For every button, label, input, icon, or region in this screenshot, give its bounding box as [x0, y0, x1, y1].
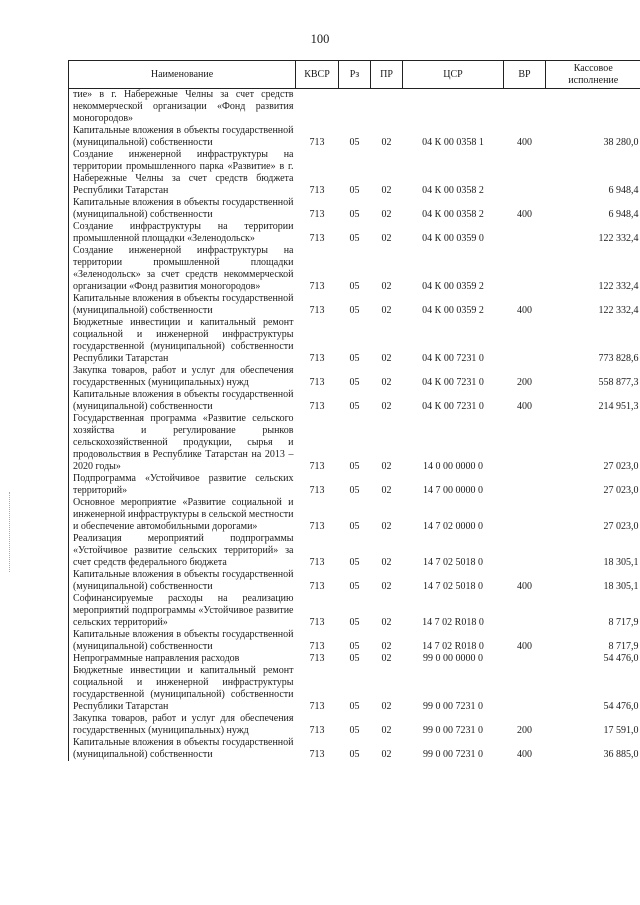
- cell-vr: [504, 317, 546, 365]
- cell-vr: [504, 473, 546, 497]
- cell-csr: 14 7 02 5018 0: [423, 581, 483, 592]
- cell-kvsr: 713: [309, 701, 325, 712]
- cell-pr: 02: [381, 653, 392, 664]
- cell-rz: 05: [349, 521, 360, 532]
- cell-vr: 400: [517, 641, 532, 652]
- cell-name: Капитальные вложения в объекты государственной (муниципальной) собственности: [69, 125, 296, 149]
- cell-kvsr: 713: [309, 557, 325, 568]
- cell-sum: 36 885,0: [603, 749, 639, 760]
- cell-name: Государственная программа «Развитие сельского хозяйства и регулирование рынков сельскохозяйственной продукции, сырья и продовольствия в Республике Татарстан на 2013 – 2020 годы»: [69, 413, 296, 473]
- cell-pr: 02: [381, 461, 392, 472]
- cell-pr: 02: [381, 137, 392, 148]
- table-row: [69, 665, 640, 713]
- cell-sum: 18 305,1: [603, 581, 639, 592]
- cell-name: Капитальные вложения в объекты государственной (муниципальной) собственности: [69, 569, 296, 593]
- cell-pr: 02: [381, 581, 392, 592]
- cell-sum: 558 877,3: [598, 377, 639, 388]
- cell-rz: 05: [349, 281, 360, 292]
- cell-vr: [504, 497, 546, 533]
- cell-kvsr: 713: [309, 353, 325, 364]
- cell-vr: 200: [517, 725, 532, 736]
- cell-name: Капитальные вложения в объекты государственной (муниципальной) собственности: [69, 197, 296, 221]
- cell-name: Капитальные вложения в объекты государственной (муниципальной) собственности: [69, 389, 296, 413]
- cell-name: Создание инженерной инфраструктуры на территории промышленной площадки «Зеленодольск» за счет средств некоммерческой организации «Фонд развития моногородов»: [69, 245, 296, 293]
- cell-name: Основное мероприятие «Развитие социальной и инженерной инфраструктуры в сельской местности и обеспечение автомобильными дорогами»: [69, 497, 296, 533]
- header-vr: ВР: [504, 61, 546, 89]
- cell-sum: 8 717,9: [608, 641, 639, 652]
- cell-vr: [504, 413, 546, 473]
- cell-csr: 04 К 00 0358 2: [422, 209, 484, 220]
- cell-pr: 02: [381, 209, 392, 220]
- cell-kvsr: 713: [309, 617, 325, 628]
- cell-rz: 05: [349, 557, 360, 568]
- cell-pr: 02: [381, 725, 392, 736]
- cell-kvsr: 713: [309, 137, 325, 148]
- table-row: [69, 245, 640, 293]
- table-row: [69, 593, 640, 629]
- cell-name: Реализация мероприятий подпрограммы «Устойчивое развитие сельских территорий» за счет средств федерального бюджета: [69, 533, 296, 569]
- cell-pr: 02: [381, 185, 392, 196]
- page-number: 100: [310, 32, 330, 46]
- cell-vr: 200: [517, 377, 532, 388]
- table-row: [69, 737, 640, 761]
- cell-vr: [504, 533, 546, 569]
- cell-pr: 02: [381, 617, 392, 628]
- cell-pr: 02: [381, 749, 392, 760]
- cell-rz: 05: [349, 209, 360, 220]
- cell-kvsr: 713: [309, 401, 325, 412]
- cell-csr: 99 0 00 7231 0: [423, 701, 483, 712]
- cell-name: Подпрограмма «Устойчивое развитие сельских территорий»: [69, 473, 296, 497]
- cell-name: Софинансируемые расходы на реализацию мероприятий подпрограммы «Устойчивое развитие сельских территорий»: [69, 593, 296, 629]
- cell-kvsr: 713: [309, 185, 325, 196]
- table-row: [69, 149, 640, 197]
- cell-rz: 05: [349, 617, 360, 628]
- cell-vr: [504, 89, 546, 126]
- cell-vr: 400: [517, 749, 532, 760]
- cell-rz: 05: [349, 749, 360, 760]
- cell-csr: 04 К 00 0358 2: [422, 185, 484, 196]
- cell-rz: 05: [349, 137, 360, 148]
- cell-kvsr: 713: [309, 749, 325, 760]
- cell-sum: 54 476,0: [603, 653, 639, 664]
- cell-vr: [504, 593, 546, 629]
- cell-name: Бюджетные инвестиции и капитальный ремонт социальной и инженерной инфраструктуры государственной (муниципальной) собственности Республики Татарстан: [69, 665, 296, 713]
- cell-name: Создание инженерной инфраструктуры на территории промышленного парка «Развитие» в г. Набережные Челны за счет средств бюджета Республики Татарстан: [69, 149, 296, 197]
- table-row: [69, 473, 640, 497]
- cell-sum: 27 023,0: [603, 485, 639, 496]
- cell-vr: 400: [517, 581, 532, 592]
- cell-name: тие» в г. Набережные Челны за счет средств некоммерческой организации «Фонд развития моногородов»: [69, 89, 296, 126]
- table-row: [69, 317, 640, 365]
- cell-csr: 04 К 00 0358 1: [422, 137, 484, 148]
- cell-pr: 02: [381, 377, 392, 388]
- table-row: [69, 413, 640, 473]
- cell-csr: 14 7 02 R018 0: [422, 617, 484, 628]
- cell-csr: 99 0 00 7231 0: [423, 725, 483, 736]
- cell-pr: 02: [381, 641, 392, 652]
- cell-kvsr: 713: [309, 233, 325, 244]
- cell-kvsr: 713: [309, 209, 325, 220]
- cell-rz: 05: [349, 233, 360, 244]
- cell-vr: [504, 665, 546, 713]
- table-row: [69, 569, 640, 593]
- cell-pr: 02: [381, 701, 392, 712]
- cell-sum: [546, 89, 640, 126]
- cell-sum: 214 951,3: [598, 401, 639, 412]
- cell-vr: [504, 221, 546, 245]
- cell-pr: 02: [381, 557, 392, 568]
- table-row: [69, 89, 640, 126]
- header-pr: ПР: [371, 61, 403, 89]
- cell-csr: 14 7 02 5018 0: [423, 557, 483, 568]
- cell-vr: 400: [517, 209, 532, 220]
- cell-csr: [403, 89, 504, 126]
- cell-csr: 04 К 00 7231 0: [422, 353, 484, 364]
- cell-sum: 27 023,0: [603, 521, 639, 532]
- cell-sum: 6 948,4: [608, 185, 639, 196]
- cell-rz: 05: [349, 185, 360, 196]
- cell-kvsr: 713: [309, 305, 325, 316]
- cell-rz: 05: [349, 701, 360, 712]
- cell-pr: 02: [381, 485, 392, 496]
- table-header: [69, 61, 640, 89]
- cell-pr: 02: [381, 281, 392, 292]
- cell-rz: 05: [349, 725, 360, 736]
- cell-csr: 04 К 00 0359 2: [422, 281, 484, 292]
- cell-rz: 05: [349, 641, 360, 652]
- cell-pr: 02: [381, 401, 392, 412]
- cell-name: Создание инфраструктуры на территории промышленной площадки «Зеленодольск»: [69, 221, 296, 245]
- cell-rz: 05: [349, 485, 360, 496]
- table-row: [69, 125, 640, 149]
- cell-kvsr: 713: [309, 725, 325, 736]
- cell-rz: 05: [349, 305, 360, 316]
- cell-csr: 99 0 00 0000 0: [423, 653, 483, 664]
- scan-margin-mark: [9, 492, 11, 572]
- cell-pr: 02: [381, 233, 392, 244]
- cell-name: Непрограммные направления расходов: [69, 653, 296, 665]
- cell-kvsr: 713: [309, 377, 325, 388]
- header-rz: Рз: [339, 61, 371, 89]
- cell-rz: 05: [349, 653, 360, 664]
- table-row: [69, 197, 640, 221]
- cell-kvsr: 713: [309, 461, 325, 472]
- cell-sum: 6 948,4: [608, 209, 639, 220]
- table-row: [69, 389, 640, 413]
- cell-name: Капитальные вложения в объекты государственной (муниципальной) собственности: [69, 737, 296, 761]
- cell-vr: [504, 653, 546, 665]
- table-row: [69, 365, 640, 389]
- cell-pr: 02: [381, 521, 392, 532]
- cell-csr: 04 К 00 7231 0: [422, 401, 484, 412]
- cell-kvsr: [296, 89, 339, 126]
- cell-kvsr: 713: [309, 521, 325, 532]
- cell-rz: 05: [349, 353, 360, 364]
- cell-name: Капитальные вложения в объекты государственной (муниципальной) собственности: [69, 293, 296, 317]
- cell-pr: 02: [381, 353, 392, 364]
- cell-kvsr: 713: [309, 281, 325, 292]
- cell-vr: 400: [517, 137, 532, 148]
- table-row: [69, 221, 640, 245]
- cell-sum: 122 332,4: [598, 305, 639, 316]
- cell-sum: 8 717,9: [608, 617, 639, 628]
- cell-pr: [371, 89, 403, 126]
- table-body: [69, 89, 640, 762]
- header-name: Наименование: [69, 61, 296, 89]
- table-row: [69, 713, 640, 737]
- budget-table: [68, 60, 640, 761]
- cell-sum: 38 280,0: [603, 137, 639, 148]
- header-csr: ЦСР: [403, 61, 504, 89]
- table-row: [69, 293, 640, 317]
- cell-rz: 05: [349, 581, 360, 592]
- cell-vr: [504, 149, 546, 197]
- cell-vr: 400: [517, 401, 532, 412]
- cell-kvsr: 713: [309, 581, 325, 592]
- cell-rz: 05: [349, 377, 360, 388]
- table-row: [69, 533, 640, 569]
- cell-csr: 14 7 00 0000 0: [423, 485, 483, 496]
- cell-csr: 14 0 00 0000 0: [423, 461, 483, 472]
- cell-vr: 400: [517, 305, 532, 316]
- cell-kvsr: 713: [309, 485, 325, 496]
- cell-sum: 122 332,4: [598, 233, 639, 244]
- cell-sum: 122 332,4: [598, 281, 639, 292]
- table-row: [69, 653, 640, 665]
- cell-csr: 99 0 00 7231 0: [423, 749, 483, 760]
- cell-sum: 17 591,0: [603, 725, 639, 736]
- cell-rz: 05: [349, 401, 360, 412]
- cell-csr: 04 К 00 0359 0: [422, 233, 484, 244]
- cell-pr: 02: [381, 305, 392, 316]
- cell-csr: 14 7 02 0000 0: [423, 521, 483, 532]
- cell-csr: 14 7 02 R018 0: [422, 641, 484, 652]
- cell-sum: 27 023,0: [603, 461, 639, 472]
- cell-sum: 18 305,1: [603, 557, 639, 568]
- cell-sum: 773 828,6: [598, 353, 639, 364]
- header-sum: Кассовое исполнение: [546, 61, 640, 89]
- cell-rz: [339, 89, 371, 126]
- cell-name: Закупка товаров, работ и услуг для обеспечения государственных (муниципальных) нужд: [69, 713, 296, 737]
- cell-kvsr: 713: [309, 641, 325, 652]
- cell-kvsr: 713: [309, 653, 325, 664]
- table-row: [69, 497, 640, 533]
- cell-vr: [504, 245, 546, 293]
- cell-rz: 05: [349, 461, 360, 472]
- cell-csr: 04 К 00 0359 2: [422, 305, 484, 316]
- cell-name: Закупка товаров, работ и услуг для обеспечения государственных (муниципальных) нужд: [69, 365, 296, 389]
- cell-name: Бюджетные инвестиции и капитальный ремонт социальной и инженерной инфраструктуры государственной (муниципальной) собственности Республики Татарстан: [69, 317, 296, 365]
- table-row: [69, 629, 640, 653]
- cell-sum: 54 476,0: [603, 701, 639, 712]
- cell-csr: 04 К 00 7231 0: [422, 377, 484, 388]
- cell-name: Капитальные вложения в объекты государственной (муниципальной) собственности: [69, 629, 296, 653]
- header-kvsr: КВСР: [296, 61, 339, 89]
